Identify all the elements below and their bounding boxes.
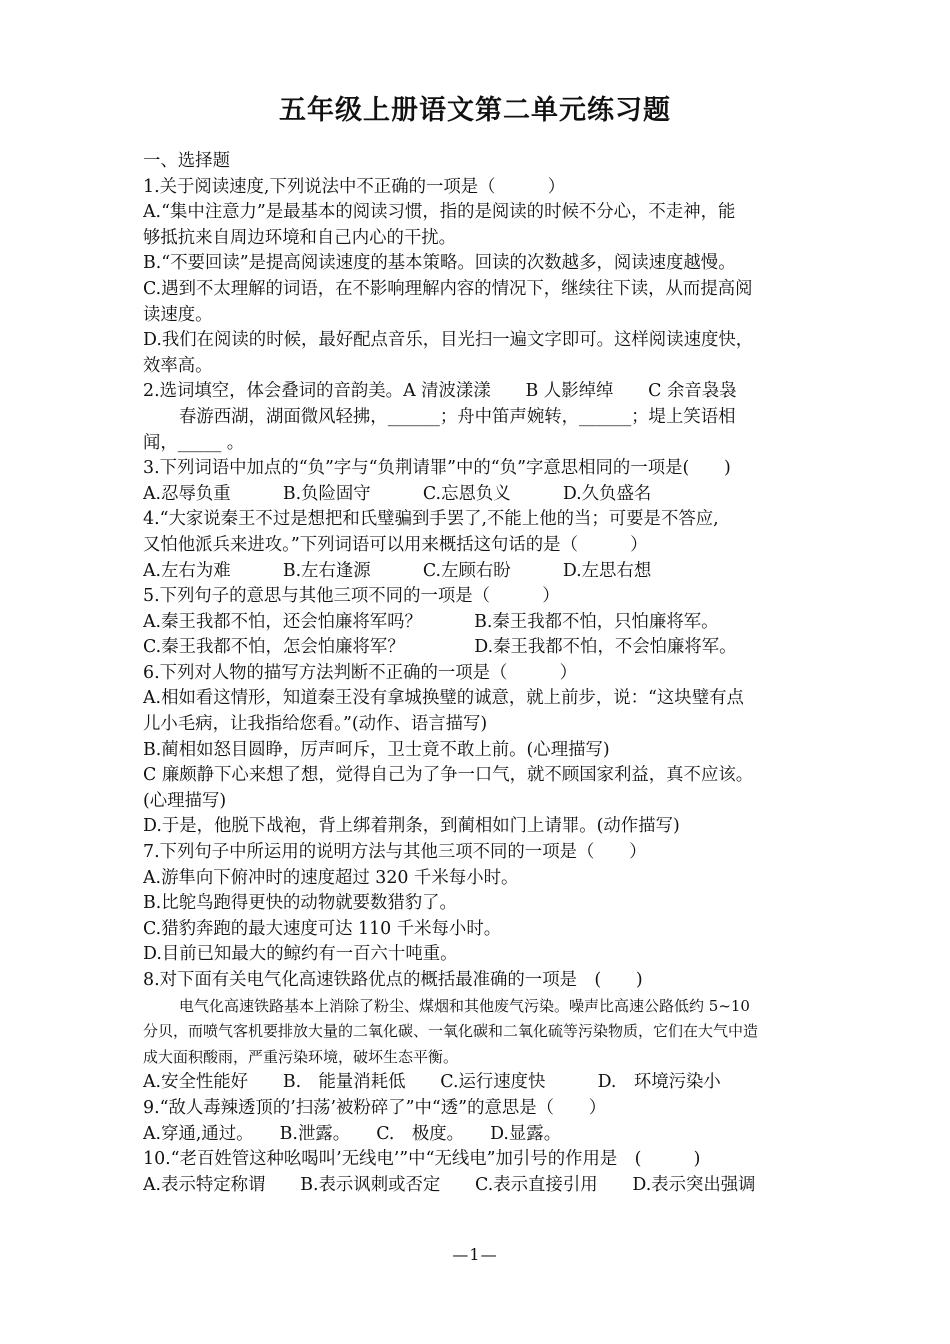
question-4-stem: 4.“大家说秦王不过是想把和氏璧骗到手罢了,不能上他的当；可要是不答应, (143, 509, 719, 530)
question-1-option-d-cont: 效率高。 (143, 355, 213, 376)
question-10-stem: 10.“老百姓管这种吆喝叫’无线电’”中“无线电”加引号的作用是 ( ) (143, 1149, 701, 1170)
question-1-option-b: B.“不要回读”是提高阅读速度的基本策略。回读的次数越多，阅读速度越慢。 (143, 253, 736, 274)
question-1-option-a-cont: 够抵抗来自周边环境和自己内心的干扰。 (143, 227, 457, 248)
question-body (143, 149, 808, 1198)
question-8-options: A.安全性能好 B. 能量消耗低 C.运行速度快 D. 环境污染小 (143, 1072, 721, 1093)
page-number: —1— (452, 1245, 498, 1264)
question-8-stem: 8.对下面有关电气化高速铁路优点的概括最准确的一项是 ( ) (143, 970, 643, 990)
question-6-option-a: A.相如看这情形，知道秦王没有拿城换璧的诚意，就上前步，说：“这块璧有点 (143, 688, 744, 709)
question-1-option-c: C.遇到不太理解的词语，在不影响理解内容的情况下，继续往下读，从而提高阅 (143, 278, 753, 299)
question-4-stem-cont: 又怕他派兵来进攻。”下列词语可以用来概括这句话的是（ ） (143, 534, 648, 555)
question-6-option-d: D.于是，他脱下战袍，背上绑着荆条，到蔺相如门上请罪。(动作描写) (143, 816, 680, 837)
question-3-stem: 3.下列词语中加点的“负”字与“负荆请罪”中的“负”字意思相同的一项是( ) (143, 458, 731, 479)
question-1-option-d: D.我们在阅读的时候，最好配点音乐，目光扫一遍文字即可。这样阅读速度快， (143, 330, 754, 351)
page-title: 五年级上册语文第二单元练习题 (279, 95, 671, 126)
question-6-option-b: B.蔺相如怒目圆睁，厉声呵斥，卫士竟不敢上前。(心理描写) (143, 739, 610, 760)
question-6-option-c: C 廉颇静下心来想了想，觉得自己为了争一口气，就不顾国家利益，真不应该。 (143, 765, 754, 786)
question-7-option-c: C.猎豹奔跑的最大速度可达 110 千米每小时。 (143, 918, 502, 939)
question-2-stem: 2.选词填空，体会叠词的音韵美。A 清波漾漾 B 人影绰绰 C 余音袅袅 (143, 381, 737, 402)
question-7-stem: 7.下列句子中所运用的说明方法与其他三项不同的一项是（ ） (143, 842, 647, 863)
question-1-option-c-cont: 读速度。 (143, 304, 213, 325)
question-6-option-a-cont: 儿小毛病，让我指给您看。”(动作、语言描写) (143, 714, 488, 735)
question-6-option-c-cont: (心理描写) (143, 790, 227, 811)
question-1-stem: 1.关于阅读速度,下列说法中不正确的一项是（ ） (143, 176, 566, 197)
question-9-stem: 9.“敌人毒辣透顶的’扫荡’被粉碎了”中“透”的意思是（ ） (143, 1097, 607, 1118)
question-1-option-a: A.“集中注意力”是最基本的阅读习惯，指的是阅读的时候不分心，不走神，能 (143, 202, 736, 223)
question-8-passage: 电气化高速铁路基本上消除了粉尘、煤烟和其他废气污染。噪声比高速公路低约 5~10 (179, 996, 750, 1015)
question-8-passage-end: 成大面积酸雨，严重污染环境，破坏生态平衡。 (143, 1047, 459, 1066)
question-10-options: A.表示特定称谓 B.表示讽刺或否定 C.表示直接引用 D.表示突出强调 (143, 1174, 756, 1195)
question-7-option-a: A.游隼向下俯冲时的速度超过 320 千米每小时。 (143, 867, 519, 888)
question-2-passage: 春游西湖，湖面微风轻拂，______；舟中笛声婉转，______；堤上笑语相 (179, 406, 736, 427)
question-4-options: A.左右为难 B.左右逢源 C.左顾右盼 D.左思右想 (143, 560, 652, 581)
section-heading: 一、选择题 (143, 151, 230, 171)
question-9-options: A.穿通,通过。 B.泄露。 C. 极度。 D.显露。 (143, 1123, 562, 1144)
question-8-passage-cont: 分贝，而喷气客机要排放大量的二氧化碳、一氧化碳和二氧化硫等污染物质，它们在大气中造 (143, 1022, 759, 1041)
question-5-options-ab: A.秦王我都不怕，还会怕廉将军吗？ B.秦王我都不怕，只怕廉将军。 (143, 611, 719, 632)
question-2-passage-cont: 闻，_____ 。 (143, 432, 245, 453)
question-5-stem: 5.下列句子的意思与其他三项不同的一项是（ ） (143, 586, 560, 607)
question-7-option-d: D.目前已知最大的鲸约有一百六十吨重。 (143, 944, 458, 965)
question-6-stem: 6.下列对人物的描写方法判断不正确的一项是（ ） (143, 662, 577, 683)
question-7-option-b: B.比鸵鸟跑得更快的动物就要数猎豹了。 (143, 893, 457, 914)
question-5-options-cd: C.秦王我都不怕，怎会怕廉将军？ D.秦王我都不怕，不会怕廉将军。 (143, 637, 737, 658)
question-3-options: A.忍辱负重 B.负险固守 C.忘恩负义 D.久负盛名 (143, 483, 652, 504)
